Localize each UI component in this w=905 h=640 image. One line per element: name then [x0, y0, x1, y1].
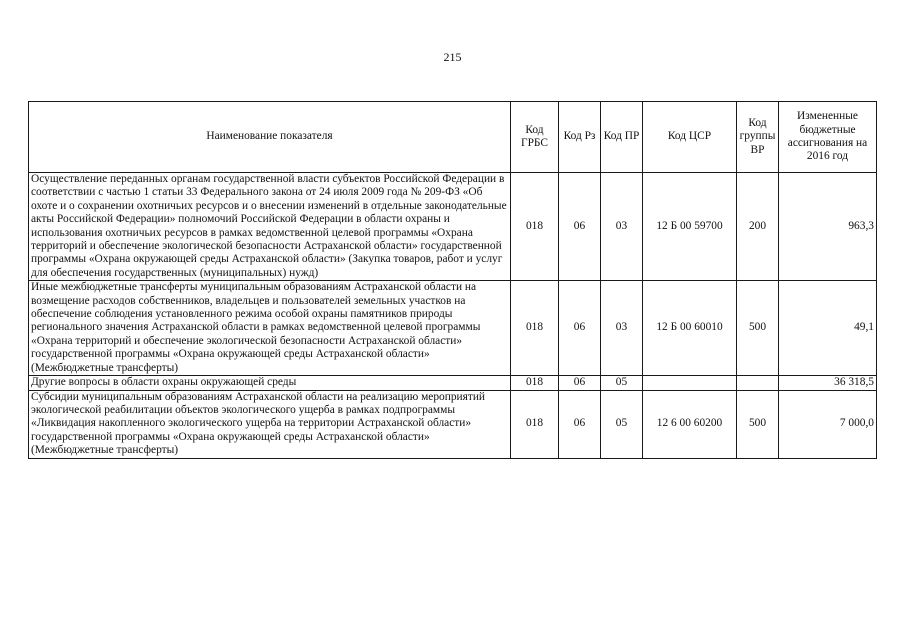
row-csr: 12 6 00 60200 [643, 390, 737, 458]
row-name: Субсидии муниципальным образованиям Астраханской области на реализацию мероприятий экологической реабилитации объектов экологического ущерба в рамках подпрограммы «Ликвидация накопленного экологического ущерба на территории Астраханской области» государственной программы «Охрана окружающей среды Астраханской области» (Межбюджетные трансферты) [29, 390, 511, 458]
budget-table [28, 101, 877, 459]
header-rz: Код Рз [559, 102, 601, 173]
header-csr: Код ЦСР [643, 102, 737, 173]
table-header-row [29, 102, 877, 173]
row-csr: 12 Б 00 59700 [643, 173, 737, 281]
table-row [29, 281, 877, 376]
header-amount: Измененные бюджетные ассигнования на 2016 год [779, 102, 877, 173]
row-csr [643, 376, 737, 390]
row-amount: 49,1 [779, 281, 877, 376]
row-grbs: 018 [511, 390, 559, 458]
header-pr: Код ПР [601, 102, 643, 173]
header-name: Наименование показателя [29, 102, 511, 173]
row-vr: 200 [737, 173, 779, 281]
row-csr: 12 Б 00 60010 [643, 281, 737, 376]
row-amount: 36 318,5 [779, 376, 877, 390]
row-rz: 06 [559, 281, 601, 376]
row-grbs: 018 [511, 376, 559, 390]
row-vr [737, 376, 779, 390]
row-vr: 500 [737, 390, 779, 458]
page-number: 215 [443, 50, 462, 64]
row-name: Другие вопросы в области охраны окружающей среды [29, 376, 511, 390]
row-vr: 500 [737, 281, 779, 376]
row-grbs: 018 [511, 281, 559, 376]
row-name: Иные межбюджетные трансферты муниципальным образованиям Астраханской области на возмещение расходов собственников, владельцев и пользователей земельных участков на обеспечение соблюдения установленного режима особой охраны памятников природы регионального значения Астраханской области в рамках ведомственной целевой программы «Охрана территорий и обеспечение экологической безопасности Астраханской области» государственной программы «Охрана окружающей среды Астраханской области» (Межбюджетные трансферты) [29, 281, 511, 376]
row-pr: 05 [601, 376, 643, 390]
row-rz: 06 [559, 376, 601, 390]
row-grbs: 018 [511, 173, 559, 281]
row-pr: 03 [601, 173, 643, 281]
header-grbs: Код ГРБС [511, 102, 559, 173]
row-rz: 06 [559, 390, 601, 458]
table-row [29, 376, 877, 390]
table-row [29, 173, 877, 281]
row-pr: 05 [601, 390, 643, 458]
row-name: Осуществление переданных органам государственной власти субъектов Российской Федерации в соответствии с частью 1 статьи 33 Федерального закона от 24 июля 2009 года № 209-ФЗ «Об охоте и о сохранении охотничьих ресурсов и о внесении изменений в отдельные законодательные акты Российской Федерации» полномочий Российской Федерации в области охраны и использования охотничьих ресурсов в рамках ведомственной целевой программы «Охрана территорий и обеспечение экологической безопасности Астраханской области» государственной программы «Охрана окружающей среды Астраханской области» (Закупка товаров, работ и услуг для обеспечения государственных (муниципальных) нужд) [29, 173, 511, 281]
header-vr: Код группы ВР [737, 102, 779, 173]
row-rz: 06 [559, 173, 601, 281]
row-amount: 7 000,0 [779, 390, 877, 458]
row-amount: 963,3 [779, 173, 877, 281]
table-row [29, 390, 877, 458]
row-pr: 03 [601, 281, 643, 376]
